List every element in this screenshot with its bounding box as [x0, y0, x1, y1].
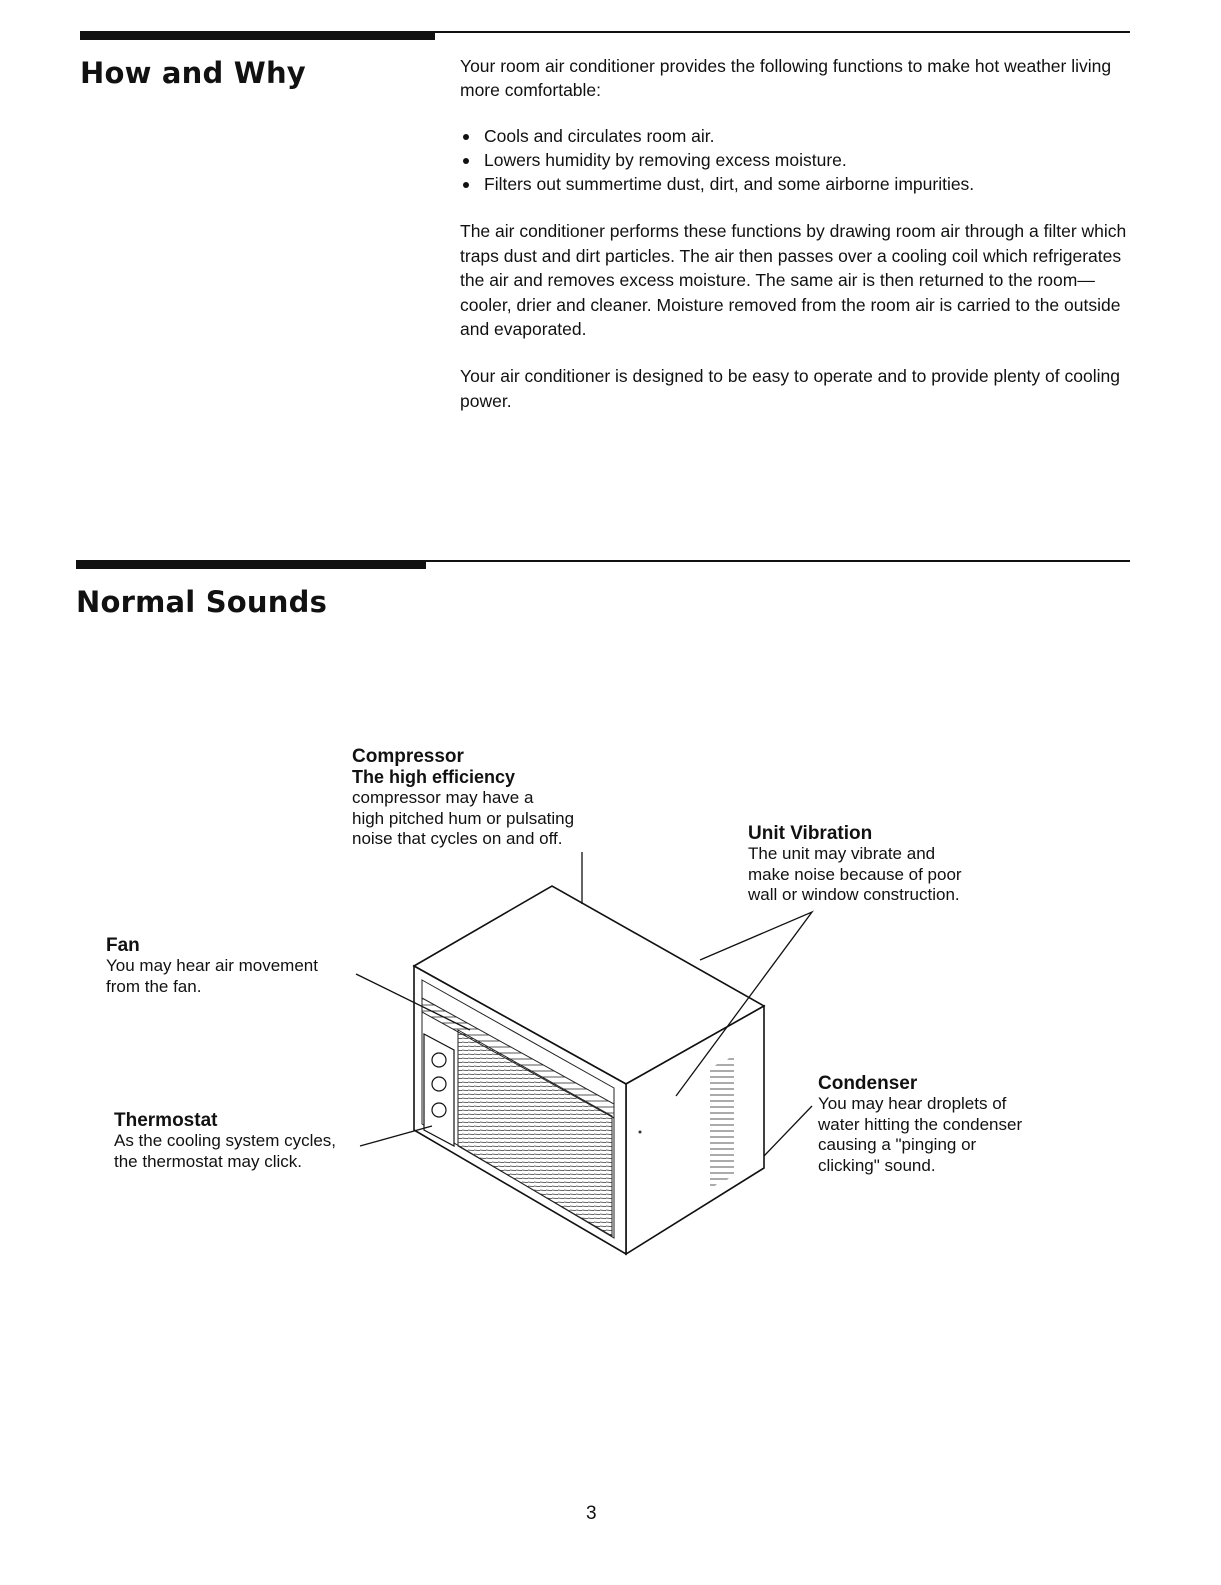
condenser-title: Condenser: [818, 1073, 918, 1094]
fan-title: Fan: [106, 935, 140, 956]
thermostat-title: Thermostat: [114, 1110, 218, 1131]
compressor-callout: [352, 746, 574, 850]
condenser-callout: [818, 1073, 1022, 1176]
design-paragraph: Your air conditioner is designed to be easy to operate and to provide plenty of cooling power.: [460, 366, 1120, 411]
unit-vibration-text-line: make noise because of poor: [748, 864, 962, 884]
thermostat-text-line: the thermostat may click.: [114, 1151, 303, 1171]
list-item: Cools and circulates room air.: [460, 124, 1148, 148]
fan-text-line: from the fan.: [106, 976, 202, 996]
list-item: Filters out summertime dust, dirt, and some airborne impurities.: [460, 172, 1148, 196]
condenser-text-line: clicking" sound.: [818, 1155, 936, 1175]
compressor-text-line: noise that cycles on and off.: [352, 829, 563, 848]
intro-text: Your room air conditioner provides the following functions to make hot weather living more comfortable:: [460, 56, 1112, 100]
compressor-text-line: high pitched hum or pulsating: [352, 808, 575, 828]
normal-sounds-title: Normal Sounds: [76, 585, 328, 619]
compressor-subtitle: The high efficiency: [352, 767, 516, 787]
unit-vibration-text-line: wall or window construction.: [748, 885, 960, 904]
unit-vibration-text-line: The unit may vibrate and: [748, 844, 936, 863]
fan-text-line: You may hear air movement: [106, 956, 318, 975]
unit-vibration-callout: [748, 823, 962, 906]
list-item: Lowers humidity by removing excess moisture.: [460, 148, 1148, 172]
unit-vibration-title: Unit Vibration: [748, 823, 873, 844]
thermostat-callout: [114, 1110, 336, 1172]
thermostat-text-line: As the cooling system cycles,: [114, 1131, 337, 1150]
how-it-works-paragraph: The air conditioner performs these functions by drawing room air through a filter which traps dust and dirt particles. The air then passes over a cooling coil which refrigerates the air and removes excess moisture. The same air is then returned to the room— cooler, drier and cleaner. Moisture removed from the room air is carried to the outside and evaporated.: [460, 221, 1127, 339]
compressor-text-line: compressor may have a: [352, 788, 534, 807]
condenser-text-line: causing a "pinging or: [818, 1135, 977, 1154]
page-number: 3: [586, 1503, 597, 1524]
compressor-title: Compressor: [352, 746, 464, 767]
how-and-why-title: How and Why: [80, 56, 306, 90]
condenser-text-line: You may hear droplets of: [818, 1094, 1007, 1113]
fan-callout: [106, 935, 318, 997]
condenser-text-line: water hitting the condenser: [818, 1114, 1023, 1134]
